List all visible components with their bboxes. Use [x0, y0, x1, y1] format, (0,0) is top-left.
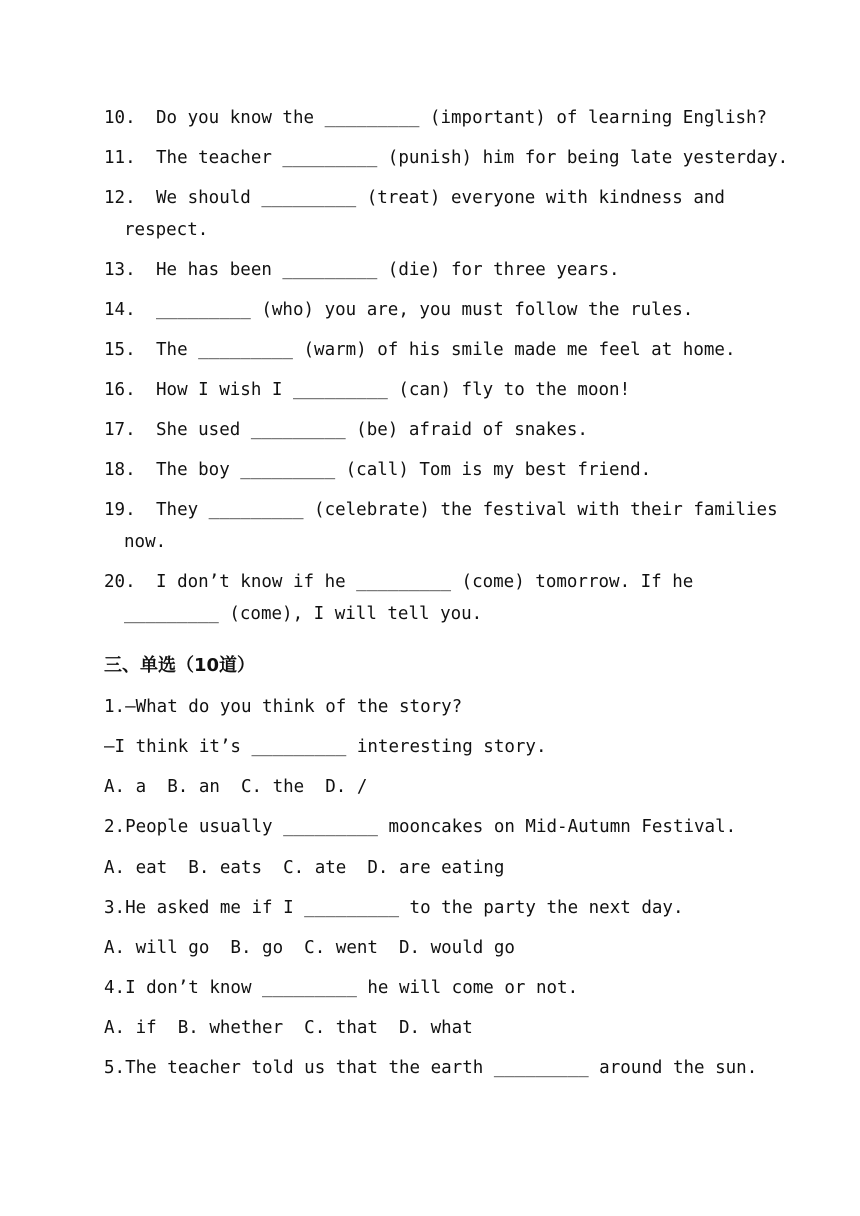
item-number: 17. [104, 420, 136, 440]
item-text: We should _________ (treat) everyone with kindness and [156, 188, 725, 208]
item-text: They _________ (celebrate) the festival with their families [156, 500, 778, 520]
choice-options-1: A. a B. an C. the D. / [104, 777, 368, 797]
item-text: How I wish I _________ (can) fly to the moon! [156, 380, 631, 400]
choice-options-2: A. eat B. eats C. ate D. are eating [104, 858, 505, 878]
item-text: The teacher _________ (punish) him for being late yesterday. [156, 148, 789, 168]
choice-question-2: 2.People usually _________ mooncakes on Mid-Autumn Festival. [104, 817, 737, 837]
fill-item-19 [104, 498, 778, 522]
item-number: 20. [104, 572, 136, 592]
fill-item-15 [104, 338, 735, 362]
item-number: 11. [104, 148, 136, 168]
choice-question-1-reply: —I think it’s _________ interesting story. [104, 737, 547, 757]
fill-item-12 [104, 186, 725, 210]
item-number: 19. [104, 500, 136, 520]
choice-options-3: A. will go B. go C. went D. would go [104, 938, 515, 958]
item-number: 10. [104, 108, 136, 128]
item-number: 13. [104, 260, 136, 280]
choice-question-3: 3.He asked me if I _________ to the party the next day. [104, 898, 684, 918]
fill-item-13 [104, 258, 620, 282]
item-number: 18. [104, 460, 136, 480]
section-title: 三、单选（10道） [104, 655, 256, 676]
choice-options-4: A. if B. whether C. that D. what [104, 1018, 473, 1038]
item-text: _________ (who) you are, you must follow the rules. [156, 300, 694, 320]
fill-item-20 [104, 570, 693, 594]
choice-question-5: 5.The teacher told us that the earth _________ around the sun. [104, 1058, 758, 1078]
fill-item-19-continuation: now. [124, 532, 167, 552]
item-text: She used _________ (be) afraid of snakes. [156, 420, 588, 440]
fill-item-11 [104, 146, 788, 170]
fill-item-12-continuation: respect. [124, 220, 209, 240]
item-text: The _________ (warm) of his smile made me feel at home. [156, 340, 736, 360]
choice-question-1: 1.—What do you think of the story? [104, 697, 463, 717]
item-number: 14. [104, 300, 136, 320]
fill-item-18 [104, 458, 651, 482]
item-number: 12. [104, 188, 136, 208]
fill-item-14 [104, 298, 693, 322]
item-text: Do you know the _________ (important) of learning English? [156, 108, 768, 128]
item-number: 16. [104, 380, 136, 400]
item-text: I don’t know if he _________ (come) tomorrow. If he [156, 572, 694, 592]
item-text: He has been _________ (die) for three years. [156, 260, 620, 280]
item-text: The boy _________ (call) Tom is my best friend. [156, 460, 652, 480]
item-number: 15. [104, 340, 136, 360]
fill-item-10 [104, 106, 767, 130]
choice-question-4: 4.I don’t know _________ he will come or not. [104, 978, 579, 998]
fill-item-20-continuation: _________ (come), I will tell you. [124, 604, 483, 624]
fill-item-16 [104, 378, 630, 402]
fill-item-17 [104, 418, 588, 442]
